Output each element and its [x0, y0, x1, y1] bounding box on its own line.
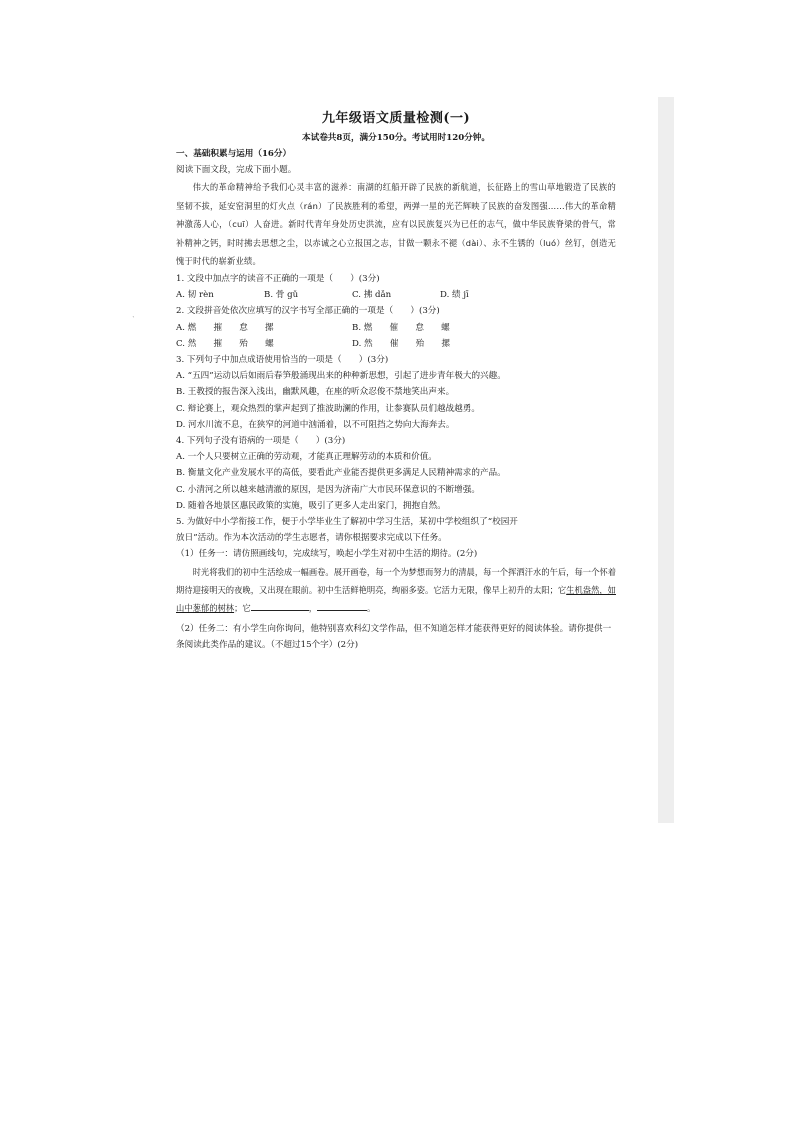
option-c: C. 小清河之所以越来越清澈的原因，是因为济南广大市民环保意识的不断增强。 — [176, 484, 480, 495]
option-b: B. 骨 gǔ — [264, 290, 299, 301]
exam-page — [176, 110, 616, 653]
question-3-stem: 3. 下列句子中加点成语使用恰当的一项是（ ）(3分) — [176, 354, 389, 365]
option-d: D. 河水川流不息，在狭窄的河道中汹涌着，以不可阻挡之势向大海奔去。 — [176, 419, 455, 430]
scrollbar-track[interactable] — [658, 97, 674, 823]
question-2-stem: 2. 文段拼音处依次应填写的汉字书写全部正确的一项是（ ）(3分) — [176, 306, 440, 317]
option-c: C. 辩论赛上，观众热烈的掌声起到了推波助澜的作用，让参赛队员们越战越勇。 — [176, 403, 480, 414]
option-a: A. 一个人只要树立正确的劳动观，才能真正理解劳动的本质和价值。 — [176, 452, 437, 463]
question-5-stem-line2: 放日”活动。作为本次活动的学生志愿者，请你根据要求完成以下任务。 — [176, 533, 447, 544]
exam-info: 本试卷共8页，满分150分。考试用时120分钟。 — [302, 133, 490, 143]
question-4-stem: 4. 下列句子没有语病的一项是（ ）(3分) — [176, 435, 346, 446]
question-1-stem: 1. 文段中加点字的读音不正确的一项是（ ）(3分) — [176, 273, 380, 284]
question-1-options — [176, 287, 616, 303]
task-1-end: 。 — [367, 602, 376, 613]
option-a: A. 燃 摧 怠 摞 — [176, 322, 274, 333]
option-b: B. 王教授的报告深入浅出，幽默风趣，在座的听众忍俊不禁地笑出声来。 — [176, 387, 455, 398]
option-d: D. 绩 jī — [440, 290, 469, 301]
option-d: D. 随着各地景区惠民政策的实施，吸引了更多人走出家门，拥抱自然。 — [176, 500, 446, 511]
task-1-text-b: ；它 — [234, 602, 251, 613]
option-c: C. 然 摧 殆 螺 — [176, 338, 274, 349]
task-1-label: （1）任务一：请仿照画线句，完成续写，唤起小学生对初中生活的期待。(2分) — [176, 549, 478, 560]
section-heading: 一、基础积累与运用（16分） — [176, 149, 292, 159]
task-1-text: 时光将我们的初中生活绘成一幅画卷。展开画卷，每一个为梦想而努力的清晨，每一个挥洒汗水的午后，每一个怀着期待迎接明天的夜晚，又出现在眼前。初中生活鲜艳明亮，绚丽多姿。它活力无限，像早上初升的太阳；它生机盎然，如山中葱郁的树林；它 ， 。 — [176, 566, 616, 613]
option-b: B. 衡量文化产业发展水平的高低，要看此产业能否提供更多满足人民精神需求的产品。 — [176, 468, 506, 479]
task-1-text-a: 时光将我们的初中生活绘成一幅画卷。展开画卷，每一个为梦想而努力的清晨，每一个挥洒汗水的午后，每一个怀着期待迎接明天的夜晚，又出现在眼前。初中生活鲜艳明亮，绚丽多姿。它活力无限，像早上初升的太阳；它 — [176, 566, 616, 595]
question-2-options-ab — [176, 320, 616, 336]
answer-blank-1[interactable] — [251, 602, 309, 611]
question-5-stem-line1: 5. 为做好中小学衔接工作，便于小学毕业生了解初中学习生活，某初中学校组织了“校园开 — [176, 516, 518, 527]
reading-passage: 伟大的革命精神给予我们心灵丰富的滋养：南湖的红船开辟了民族的新航道，长征路上的雪山草地锻造了民族的坚韧不拔，延安窑洞里的灯火点（rán）了民族胜利的希望，两弹一星的光芒辉映了民族的奋发图强……伟大的革命精神激荡人心，（cuī）人奋进。新时代青年身处历史洪流，应有以民族复兴为已任的志气，做中华民族脊梁的骨气，常补精神之钙，时时拂去思想之尘，以赤诚之心立报国之志，甘做一颗永不褪（dài）、永不生锈的（luó）丝钉，创造无愧于时代的崭新业绩。 — [176, 182, 616, 267]
page-title: 九年级语文质量检测(一) — [321, 111, 471, 126]
option-a: A. 韧 rèn — [176, 290, 214, 301]
question-2-options-cd — [176, 336, 616, 352]
stray-mark: ` — [132, 316, 136, 324]
option-d: D. 然 催 殆 摞 — [352, 338, 450, 349]
option-b: B. 燃 催 怠 螺 — [352, 322, 450, 333]
underlined-sentence: 生机盎然，如山中葱郁的树林 — [176, 584, 616, 613]
instruction: 阅读下面文段，完成下面小题。 — [176, 165, 297, 176]
option-a: A. “五四”运动以后如雨后春笋般涌现出来的种种新思想，引起了进步青年极大的兴趣。 — [176, 371, 506, 382]
task-2-label: （2）任务二：有小学生向你询问，他特别喜欢科幻文学作品，但不知道怎样才能获得更好的阅读体验。请你提供一条阅读此类作品的建议。（不超过15个字）(2分) — [176, 623, 612, 650]
answer-blank-2[interactable] — [317, 602, 367, 611]
option-c: C. 拂 dǎn — [352, 290, 392, 301]
